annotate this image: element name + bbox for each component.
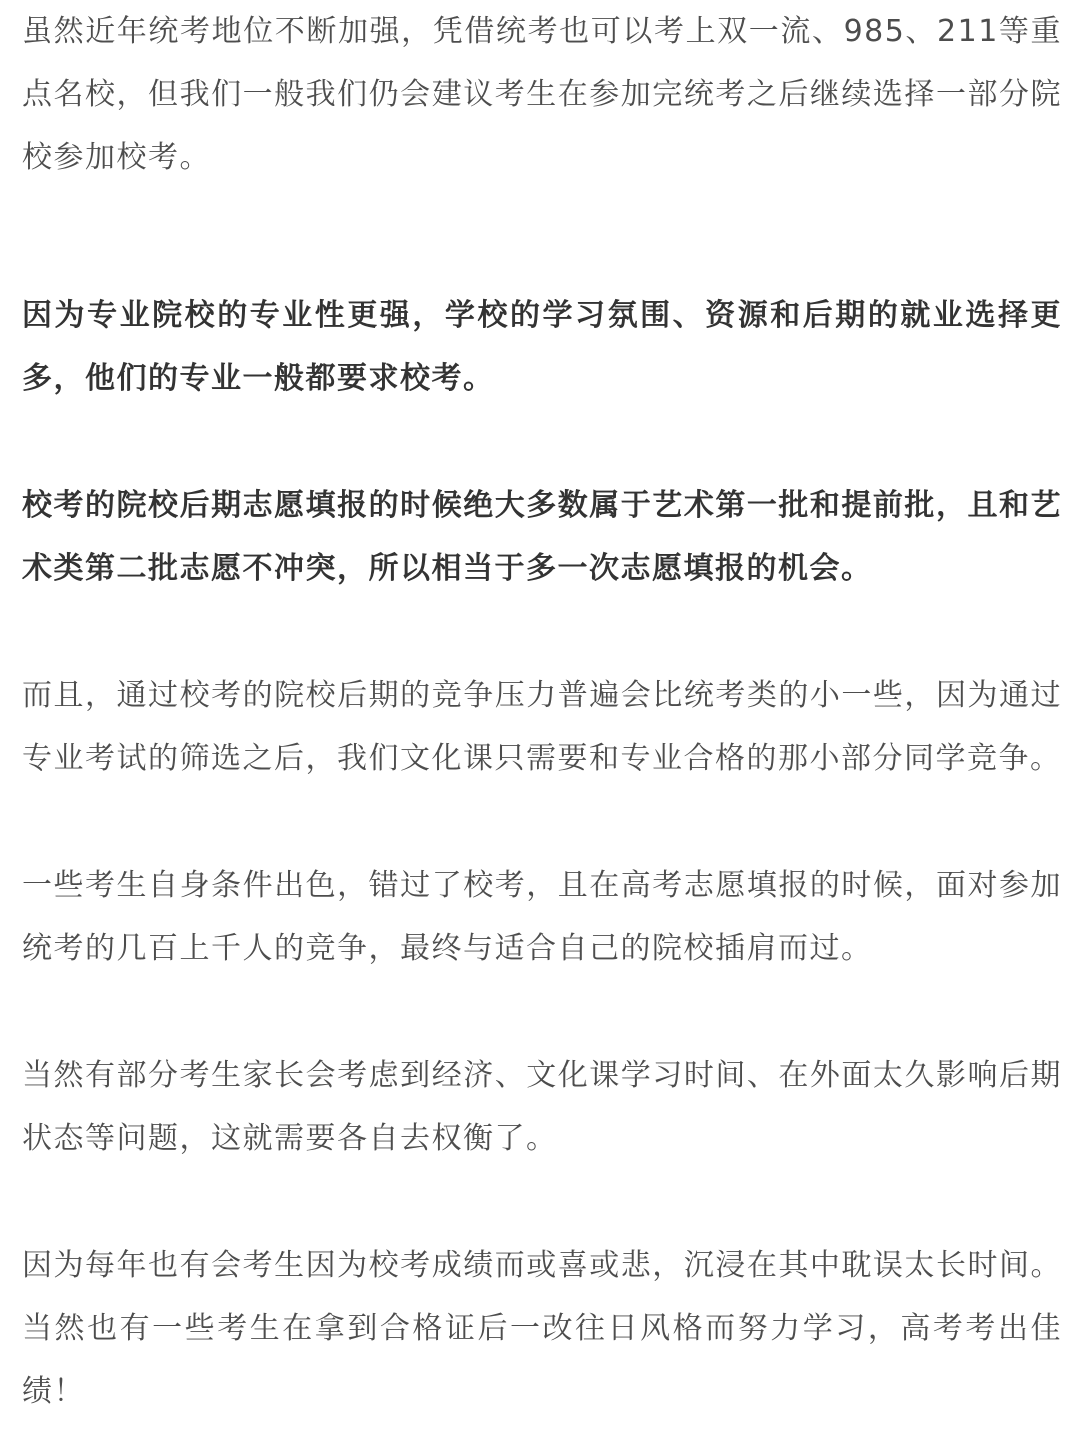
paragraph-results: 因为每年也有会考生因为校考成绩而或喜或悲，沉浸在其中耽误太长时间。当然也有一些考生在拿到合格证后一改往日风格而努力学习，高考考出佳绩！ xyxy=(22,1248,1062,1409)
article-body xyxy=(22,0,1062,1423)
paragraph-specialized-schools: 因为专业院校的专业性更强，学校的学习氛围、资源和后期的就业选择更多，他们的专业一般都要求校考。 xyxy=(22,298,1062,396)
paragraph-parent-concerns: 当然有部分考生家长会考虑到经济、文化课学习时间、在外面太久影响后期状态等问题，这就需要各自去权衡了。 xyxy=(22,1058,1062,1156)
paragraph-missed-exam: 一些考生自身条件出色，错过了校考，且在高考志愿填报的时候，面对参加统考的几百上千人的竞争，最终与适合自己的院校插肩而过。 xyxy=(22,868,1062,966)
paragraph-competition-pressure: 而且，通过校考的院校后期的竞争压力普遍会比统考类的小一些，因为通过专业考试的筛选之后，我们文化课只需要和专业合格的那小部分同学竞争。 xyxy=(22,678,1062,776)
paragraph-unified-exam: 虽然近年统考地位不断加强，凭借统考也可以考上双一流、985、211等重点名校，但我们一般我们仍会建议考生在参加完统考之后继续选择一部分院校参加校考。 xyxy=(22,14,1062,175)
paragraph-application-batches: 校考的院校后期志愿填报的时候绝大多数属于艺术第一批和提前批，且和艺术类第二批志愿不冲突，所以相当于多一次志愿填报的机会。 xyxy=(22,488,1062,586)
